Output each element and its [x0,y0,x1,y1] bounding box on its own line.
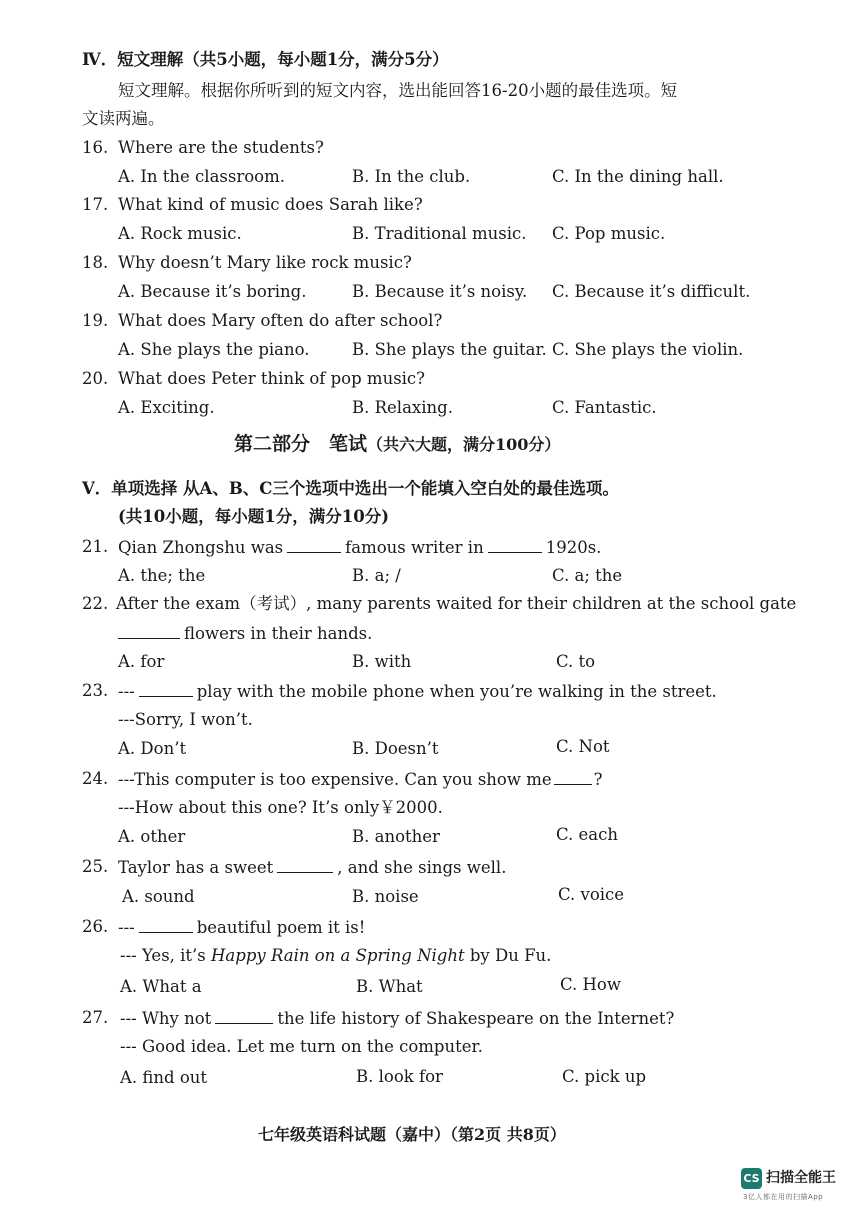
question-number: 26. [82,917,109,936]
question-text: What does Mary often do after school? [118,311,443,330]
answer-blank [139,916,193,933]
question-text: What does Peter think of pop music? [118,369,426,388]
question-number: 27. [82,1008,109,1027]
poem-title: Happy Rain on a Spring Night [211,946,465,965]
logo-tagline: 3亿人都在用的扫描App [743,1193,824,1201]
option-a: A. Don’t [118,739,187,758]
answer-blank [139,680,193,697]
section5-heading-cont: (共10小题，每小题1分，满分10分) [118,507,390,526]
answer-blank [554,768,592,785]
question-text-part: , and she sings well. [337,858,507,877]
option-a: A. She plays the piano. [118,340,310,359]
question-text: Where are the students? [118,138,324,157]
question-text-cont: ---How about this one? It’s only￥2000. [118,798,443,817]
part2-title [234,431,560,458]
question-number: 25. [82,857,109,876]
question-number: 21. [82,537,109,556]
option-c: C. a; the [552,566,623,585]
option-c: C. Fantastic. [552,398,657,417]
question-text-part: --- [118,918,135,937]
question-text-part: play with the mobile phone when you’re walking in the street. [196,682,717,701]
option-a: A. In the classroom. [118,167,285,186]
option-c: C. each [556,825,618,844]
answer-blank [488,536,542,553]
question-text [118,536,601,559]
option-c: C. Pop music. [552,224,666,243]
part2-title-text: 第二部分 笔试 [234,433,368,455]
answer-blank [215,1007,273,1024]
section4-instruction: 短文理解。根据你所听到的短文内容，选出能回答16-20小题的最佳选项。短 [118,81,678,100]
question-text-cont: ---Sorry, I won’t. [118,710,253,729]
option-c: C. voice [558,885,625,904]
question-number: 23. [82,681,109,700]
question-text-part: flowers in their hands. [184,624,373,643]
option-a: A. the; the [118,566,206,585]
question-text-part: ---This computer is too expensive. Can you show me [118,770,552,789]
part2-subtitle: （共六大题，满分100分） [367,435,561,454]
question-text-part: --- Why not [120,1009,212,1028]
page-footer: 七年级英语科试题（嘉中）（第2页 共8页） [258,1125,566,1144]
option-b: B. a; / [352,566,401,585]
question-text: Why doesn’t Mary like rock music? [118,253,412,272]
question-text-cont: --- Good idea. Let me turn on the computer. [120,1037,483,1056]
question-text-part: Taylor has a sweet [118,858,274,877]
question-number: 18. [82,253,109,272]
option-b: B. Doesn’t [352,739,439,758]
question-text-part: --- [118,682,135,701]
question-number: 24. [82,769,109,788]
question-number: 22. [82,594,109,613]
answer-blank [287,536,341,553]
option-a: A. What a [120,977,202,996]
question-text-part: famous writer in [345,538,484,557]
option-c: C. to [556,652,596,671]
option-a: A. sound [122,887,195,906]
question-text-part: the life history of Shakespeare on the Internet? [277,1009,675,1028]
question-text-cont [118,622,372,645]
question-text-part: --- Yes, it’s [120,946,206,965]
option-b: B. look for [356,1067,443,1086]
camscanner-logo [741,1166,851,1208]
logo-name: 扫描全能王 [766,1170,836,1186]
option-a: A. find out [120,1068,208,1087]
option-c: C. In the dining hall. [552,167,724,186]
section4-instruction-cont: 文读两遍。 [82,109,165,128]
option-c: C. Because it’s difficult. [552,282,751,301]
option-a: A. Rock music. [118,224,242,243]
question-text [118,856,506,879]
option-a: A. Because it’s boring. [118,282,307,301]
option-b: B. Relaxing. [352,398,453,417]
question-text-cont [120,945,551,967]
question-number: 16. [82,138,109,157]
option-c: C. Not [556,737,610,756]
option-b: B. Traditional music. [352,224,527,243]
option-a: A. other [118,827,186,846]
question-text: After the exam（考试）, many parents waited for their children at the school gate [116,594,797,613]
question-text-part: Qian Zhongshu was [118,538,284,557]
option-c: C. pick up [562,1067,647,1086]
question-text-part: beautiful poem it is! [196,918,366,937]
option-a: A. Exciting. [118,398,215,417]
question-text [118,680,717,703]
question-number: 17. [82,195,109,214]
answer-blank [118,622,180,639]
option-b: B. noise [352,887,419,906]
answer-blank [277,856,333,873]
question-text-part: by Du Fu. [469,946,552,965]
option-b: B. What [356,977,423,996]
option-a: A. for [118,652,165,671]
question-number: 19. [82,311,109,330]
question-text [118,768,603,791]
question-text-part: 1920s. [545,538,602,557]
question-text [118,916,365,939]
option-b: B. another [352,827,440,846]
question-text-part: ? [593,770,603,789]
option-c: C. She plays the violin. [552,340,744,359]
option-b: B. with [352,652,412,671]
section5-heading: V．单项选择 从A、B、C三个选项中选出一个能填入空白处的最佳选项。 [82,479,619,498]
section4-heading: Ⅳ．短文理解（共5小题，每小题1分，满分5分） [82,50,449,69]
option-c: C. How [560,975,621,994]
question-text [120,1007,674,1030]
option-b: B. She plays the guitar. [352,340,547,359]
option-b: B. In the club. [352,167,471,186]
question-number: 20. [82,369,109,388]
question-text: What kind of music does Sarah like? [118,195,423,214]
option-b: B. Because it’s noisy. [352,282,528,301]
cs-logo-icon: CS [741,1168,762,1189]
